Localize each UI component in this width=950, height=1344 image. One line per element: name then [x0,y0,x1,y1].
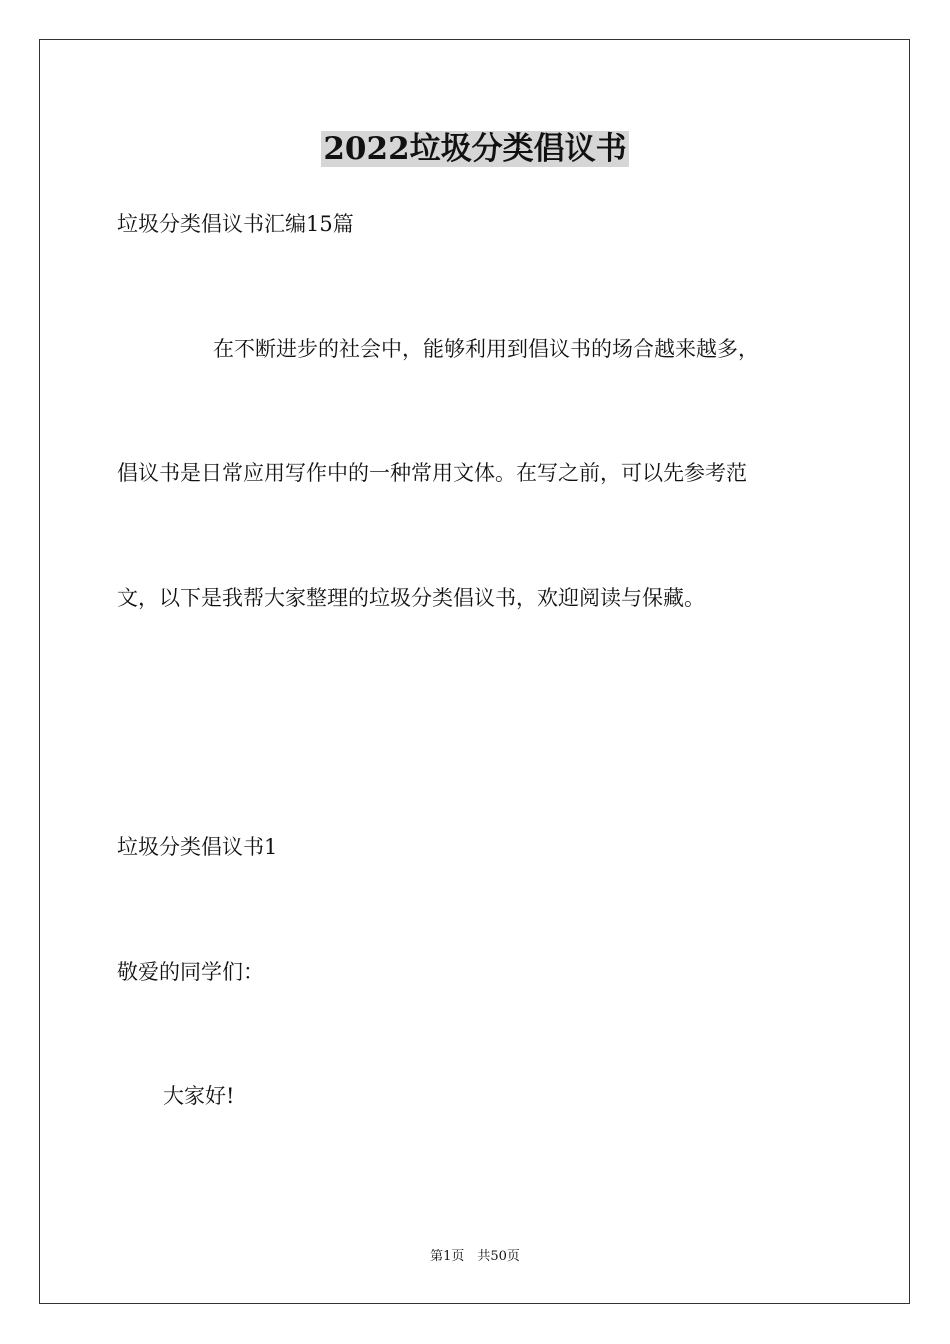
page-footer: 第1页 共50页 [430,1249,520,1264]
greeting: 大家好! [163,1084,235,1108]
document-subtitle: 垃圾分类倡议书汇编15篇 [117,212,354,236]
intro-line-1: 在不断进步的社会中，能够利用到倡议书的场合越来越多， [213,337,759,361]
document-title-text: 2022垃圾分类倡议书 [323,131,627,167]
document-title [0,128,950,170]
intro-line-2: 倡议书是日常应用写作中的一种常用文体。在写之前，可以先参考范 [117,461,747,485]
intro-line-3: 文，以下是我帮大家整理的垃圾分类倡议书，欢迎阅读与保藏。 [117,586,705,610]
section-heading: 垃圾分类倡议书1 [117,835,278,859]
salutation: 敬爱的同学们： [117,960,264,984]
